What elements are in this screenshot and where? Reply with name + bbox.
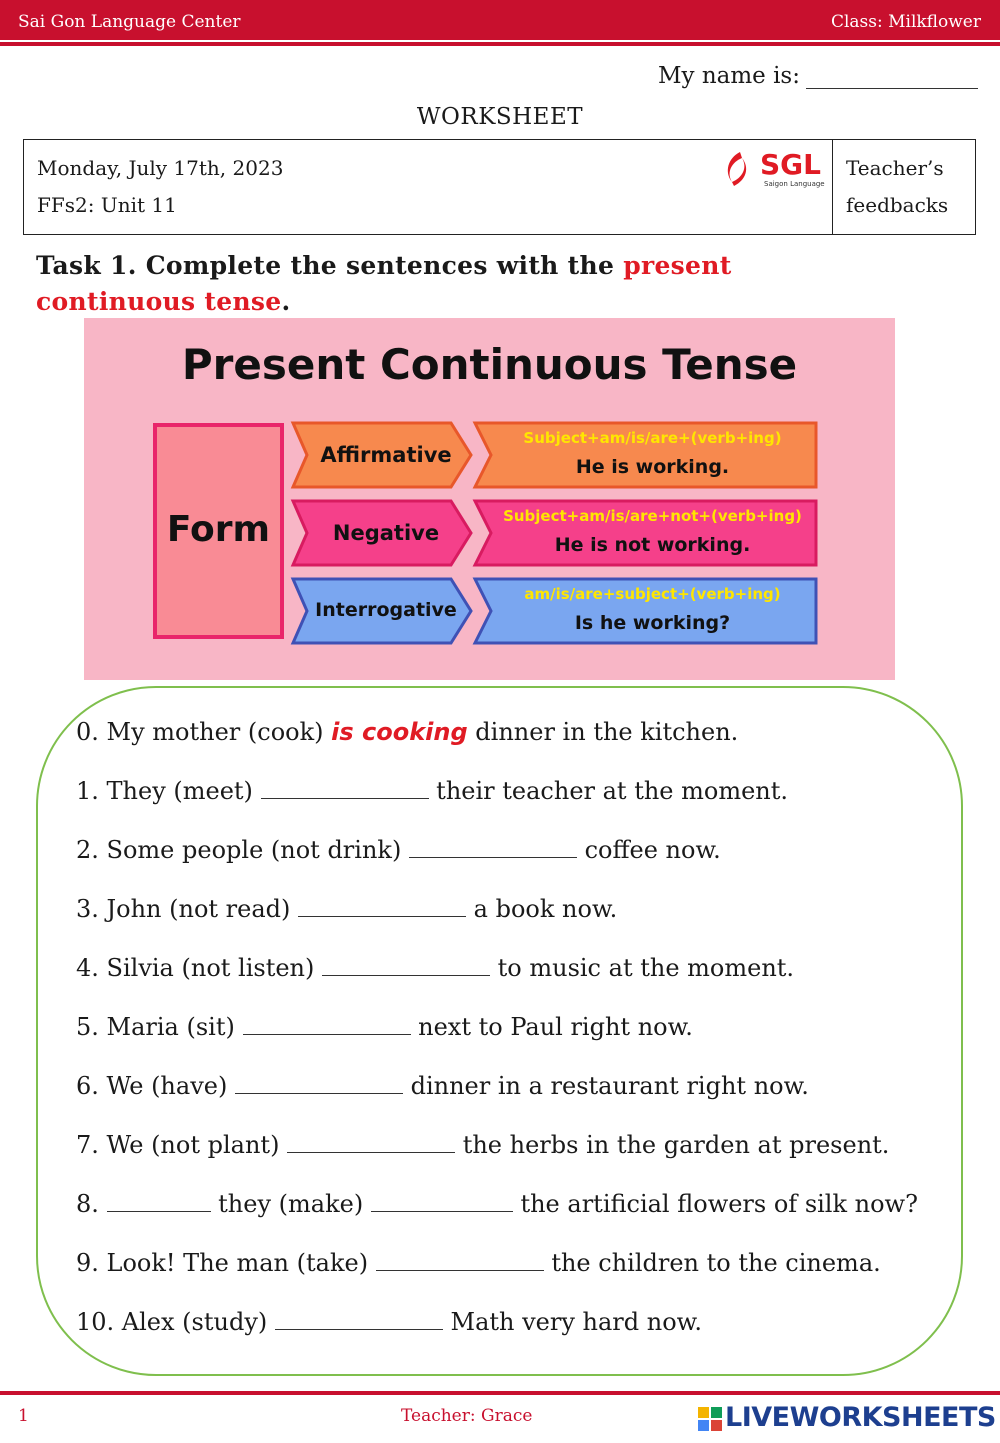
sentence-middle: they (make) <box>210 1190 371 1218</box>
sentence-after: coffee now. <box>576 836 721 864</box>
row-label-affirmative: Affirmative <box>320 443 452 467</box>
sgl-logo <box>720 146 830 192</box>
answer-blank[interactable] <box>107 1191 211 1212</box>
answer-blank[interactable] <box>409 837 577 858</box>
sentence-after: a book now. <box>466 895 618 923</box>
chart-title: Present Continuous Tense <box>181 340 798 389</box>
class-name: Class: Milkflower <box>830 12 981 32</box>
feedback-label-1: Teacher’s <box>846 156 944 180</box>
task-suffix: . <box>281 287 291 316</box>
sentence-after: the herbs in the garden at present. <box>455 1131 890 1159</box>
brand-text: LIVEWORKSHEETS <box>725 1402 996 1433</box>
answer-blank[interactable] <box>322 955 490 976</box>
name-blank[interactable] <box>806 62 978 89</box>
sentence-after: next to Paul right now. <box>410 1013 693 1041</box>
name-field <box>658 62 978 89</box>
sentence-7 <box>76 1131 889 1159</box>
sentence-before: 2. Some people (not drink) <box>76 836 409 864</box>
tense-chart <box>84 318 895 680</box>
header-rule <box>0 42 1000 46</box>
sentence-before: 10. Alex (study) <box>76 1308 275 1336</box>
lesson-date: Monday, July 17th, 2023 <box>37 156 284 180</box>
example-sentence <box>76 718 738 746</box>
sentence-after: dinner in a restaurant right now. <box>402 1072 809 1100</box>
answer-blank[interactable] <box>287 1132 455 1153</box>
row-example: Is he working? <box>574 612 731 634</box>
liveworksheets-logo-icon <box>697 1406 723 1432</box>
answer-blank[interactable] <box>261 778 429 799</box>
sentence-before: 9. Look! The man (take) <box>76 1249 376 1277</box>
answer-blank[interactable] <box>376 1250 544 1271</box>
form-label: Form <box>166 509 271 550</box>
footer-rule <box>0 1391 1000 1395</box>
table-divider <box>832 140 833 234</box>
answer-blank[interactable] <box>371 1191 513 1212</box>
row-formula: am/is/are+subject+(verb+ing) <box>524 585 781 603</box>
logo-subtext: Saigon Language <box>764 180 825 188</box>
sentence-1 <box>76 777 788 805</box>
row-formula: Subject+am/is/are+(verb+ing) <box>523 429 782 447</box>
sentence-10 <box>76 1308 702 1336</box>
sentence-after: Math very hard now. <box>442 1308 702 1336</box>
row-example: He is working. <box>575 456 730 478</box>
sentence-8 <box>76 1190 918 1218</box>
sentence-3 <box>76 895 617 923</box>
page-number: 1 <box>18 1406 29 1426</box>
sentence-after: the artificial flowers of silk now? <box>512 1190 918 1218</box>
info-table <box>23 139 976 235</box>
sentence-9 <box>76 1249 881 1277</box>
teacher-name: Teacher: Grace <box>401 1406 533 1426</box>
row-formula: Subject+am/is/are+not+(verb+ing) <box>503 507 802 525</box>
example-before: 0. My mother (cook) <box>76 718 332 746</box>
task-prefix: Task 1. Complete the sentences with the <box>36 251 624 280</box>
logo-text: SGL <box>760 148 821 181</box>
sentence-5 <box>76 1013 693 1041</box>
sentence-before: 3. John (not read) <box>76 895 299 923</box>
sentence-6 <box>76 1072 809 1100</box>
feedback-label-2: feedbacks <box>846 193 949 217</box>
task-heading <box>36 248 836 320</box>
answer-blank[interactable] <box>243 1014 411 1035</box>
sentence-after: to music at the moment. <box>490 954 795 982</box>
sentence-before: 4. Silvia (not listen) <box>76 954 322 982</box>
worksheet-title: WORKSHEET <box>416 104 584 130</box>
row-label-interrogative: Interrogative <box>315 599 457 621</box>
lesson-unit: FFs2: Unit 11 <box>37 193 177 217</box>
answer-blank[interactable] <box>275 1309 443 1330</box>
example-answer: is cooking <box>331 718 468 746</box>
school-name: Sai Gon Language Center <box>18 12 241 32</box>
sentence-before: 6. We (have) <box>76 1072 235 1100</box>
answer-blank[interactable] <box>298 896 466 917</box>
task-highlight-2: continuous tense <box>36 287 282 316</box>
name-label: My name is: <box>657 63 800 89</box>
liveworksheets-brand[interactable] <box>697 1402 996 1433</box>
sentence-2 <box>76 836 721 864</box>
sentence-before: 8. <box>76 1190 107 1218</box>
example-after: dinner in the kitchen. <box>467 718 739 746</box>
sentence-before: 7. We (not plant) <box>76 1131 288 1159</box>
sentence-after: the children to the cinema. <box>543 1249 881 1277</box>
sentence-4 <box>76 954 794 982</box>
answer-blank[interactable] <box>235 1073 403 1094</box>
row-label-negative: Negative <box>332 521 440 545</box>
sentence-before: 1. They (meet) <box>76 777 261 805</box>
sentence-after: their teacher at the moment. <box>428 777 789 805</box>
task-highlight-1: present <box>623 251 732 280</box>
sentence-before: 5. Maria (sit) <box>76 1013 243 1041</box>
row-example: He is not working. <box>554 534 751 556</box>
